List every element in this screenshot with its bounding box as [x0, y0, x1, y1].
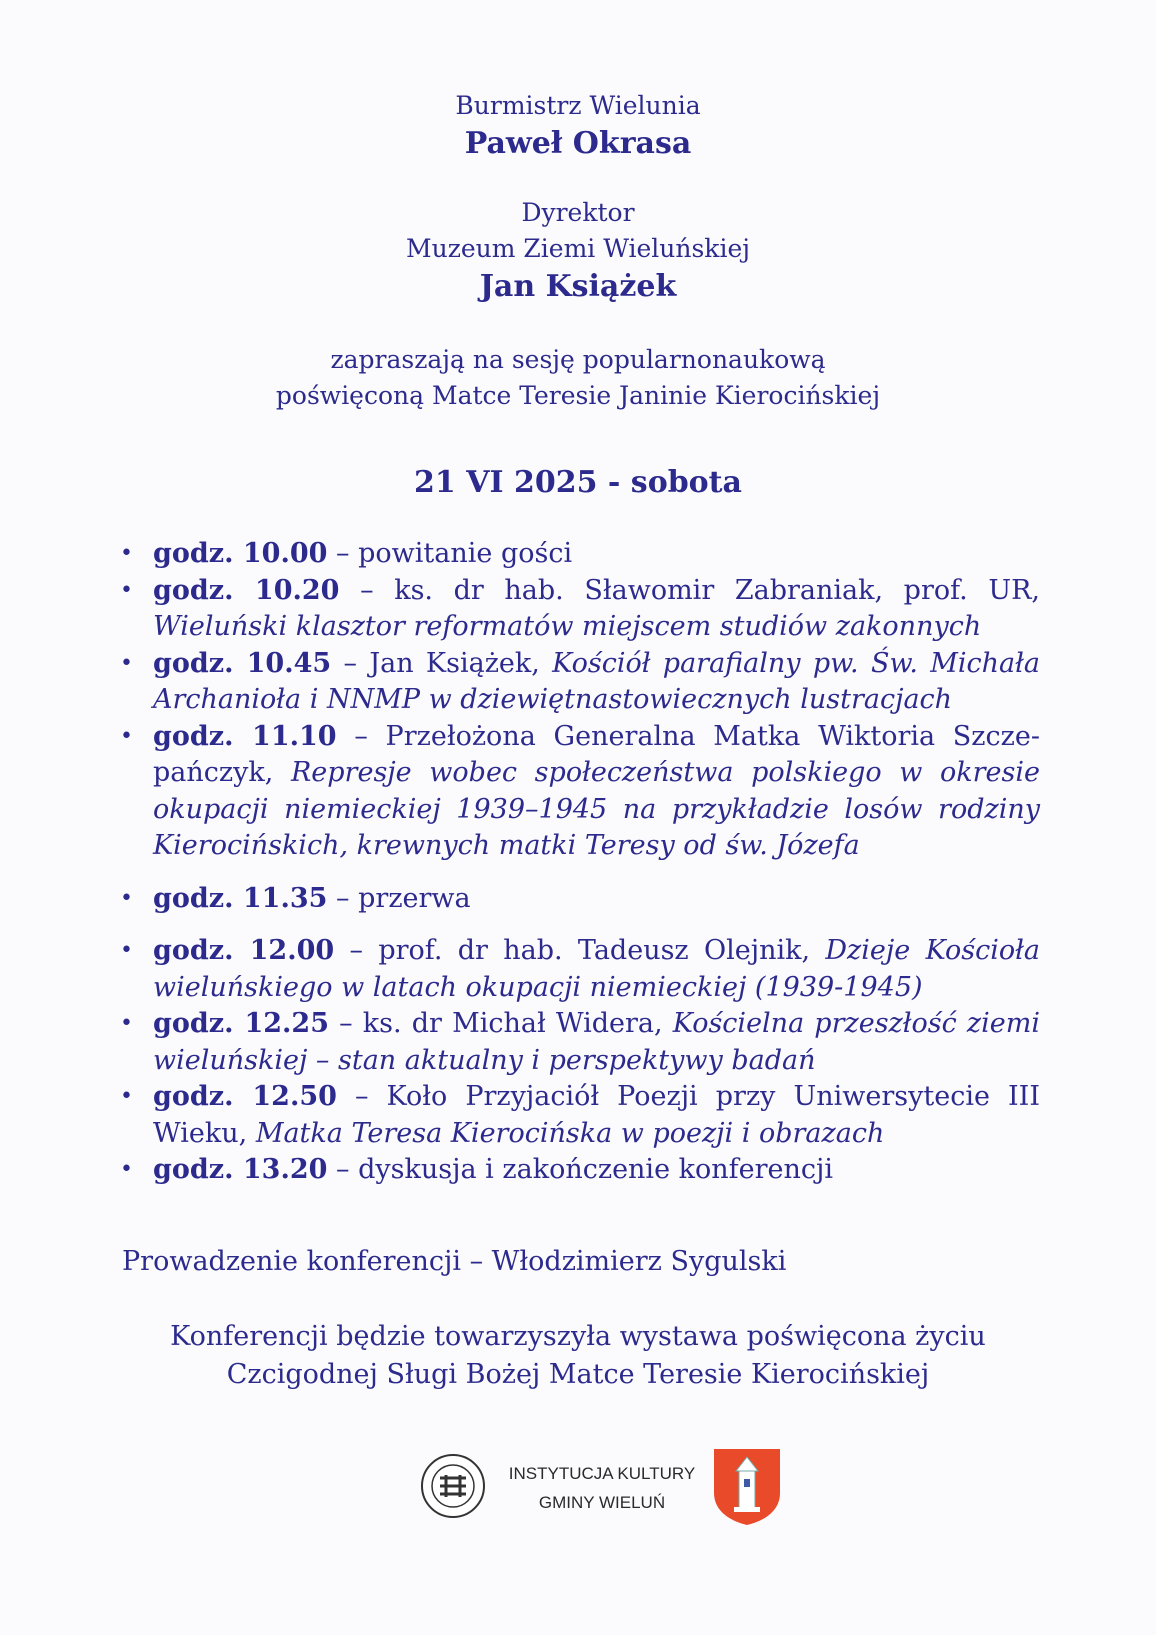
bullet-icon: •: [120, 1084, 133, 1109]
program-text: dyskusja i zakończenie konferencji: [358, 1154, 834, 1185]
closing-line-2: Czcigodnej Sługi Bożej Matce Teresie Kierocińskiej: [226, 1359, 930, 1390]
closing-line-1: Konferencji będzie towarzyszyła wystawa poświęcona życiu: [170, 1321, 986, 1352]
bullet-icon: •: [120, 577, 133, 603]
bullet-icon: •: [120, 650, 133, 676]
institution-line-1: INSTYTUCJA KULTURY: [508, 1464, 696, 1483]
program-item: • godz. 10.00 – powitanie gości: [120, 536, 1040, 573]
moderator-line: Prowadzenie konferencji – Włodzimierz Sygulski: [122, 1246, 787, 1277]
program-text: przerwa: [358, 882, 471, 914]
program-title: Kościelna przeszłość ziemi wieluńskiej – stan aktualny i perspektywy badań: [153, 1008, 1040, 1076]
date-block: [0, 463, 1156, 503]
program-time: godz. 11.35: [153, 882, 328, 914]
bullet-icon: •: [120, 1157, 133, 1182]
program-list: [120, 536, 1040, 1189]
program-text: powitanie gości: [358, 538, 573, 569]
program-title: Represje wobec społeczeństwa polskiego w okresie okupacji niemieckiej 1939–1945 na przykładzie losów rodziny Kierocińskich, krewnych matki Teresy od św. Józefa: [153, 757, 1040, 861]
director-block: [0, 195, 1156, 307]
program-text: ks. dr Michał Widera,: [362, 1008, 673, 1039]
museum-seal-icon: [420, 1453, 486, 1519]
bullet-icon: •: [120, 723, 133, 749]
program-time: godz. 12.50: [153, 1081, 337, 1112]
director-name: Jan Książek: [479, 269, 677, 304]
institution-line-2: GMINY WIELUŃ: [538, 1493, 666, 1512]
program-item: • godz. 12.00 – prof. dr hab. Tadeusz Olejnik, Dzieje Kościoła wieluńskiego w latach okupacji niemieckiej (1939-1945): [120, 935, 1040, 1003]
program-item: • godz. 12.50 – Koło Przyjaciół Poezji przy Uniwersytecie III Wieku, Matka Teresa Kierocińska w poezji i obrazach: [120, 1081, 1040, 1149]
event-date: 21 VI 2025 - sobota: [414, 465, 742, 500]
wielun-coat-of-arms-icon: [712, 1447, 782, 1527]
invitation-text: [0, 342, 1156, 414]
program-item: • godz. 11.35 – przerwa: [120, 881, 1040, 918]
program-text: Jan Książek,: [369, 647, 553, 679]
program-time: godz. 10.45: [153, 647, 332, 679]
footer-logos: [420, 1447, 800, 1537]
mayor-block: [0, 88, 1156, 164]
invite-line-1: zapraszają na sesję popularnonaukową: [330, 345, 826, 374]
program-text: ks. dr hab. Sławomir Zabraniak, prof. UR,: [394, 574, 1040, 606]
program-text: Koło Przyjaciół Poezji przy Uniwersytecie III Wieku,: [153, 1081, 1040, 1149]
museum-name: Muzeum Ziemi Wieluńskiej: [406, 234, 750, 263]
program-title: Wieluński klasztor reformatów miejscem studiów zakonnych: [153, 611, 982, 642]
program-title: Dzieje Kościoła wieluńskiego w latach okupacji niemieckiej (1939-1945): [153, 935, 1040, 1003]
program-time: godz. 10.00: [153, 538, 328, 569]
director-role: Dyrektor: [521, 198, 635, 227]
program-item: • godz. 10.45 – Jan Książek, Kościół parafialny pw. Św. Michała Archanioła i NNMP w dziewiętnastowiecznych lustracjach: [120, 647, 1040, 715]
bullet-icon: •: [120, 938, 133, 963]
invite-line-2: poświęconą Matce Teresie Janinie Kierocińskiej: [275, 381, 881, 410]
institution-label: [502, 1459, 702, 1517]
bullet-icon: •: [120, 885, 133, 911]
program-time: godz. 12.25: [153, 1008, 330, 1039]
program-text: prof. dr hab. Tadeusz Olejnik,: [378, 935, 826, 966]
program-title: Matka Teresa Kierocińska w poezji i obrazach: [255, 1117, 885, 1149]
program-time: godz. 11.10: [153, 720, 337, 752]
program-text: Przełożona Generalna Matka Wiktoria Szcze-pańczyk,: [153, 720, 1040, 788]
program-time: godz. 13.20: [153, 1154, 328, 1185]
program-item: • godz. 11.10 – Przełożona Generalna Matka Wiktoria Szcze-pańczyk, Represje wobec społeczeństwa polskiego w okresie okupacji niemieckiej 1939–1945 na przykładzie losów rodziny Kierocińskich, krewnych matki Teresy od św. Józefa: [120, 720, 1040, 861]
closing-note: [0, 1318, 1156, 1394]
program-item: • godz. 10.20 – ks. dr hab. Sławomir Zabraniak, prof. UR, Wieluński klasztor reformatów miejscem studiów zakonnych: [120, 574, 1040, 642]
program-item: • godz. 12.25 – ks. dr Michał Widera, Kościelna przeszłość ziemi wieluńskiej – stan aktualny i perspektywy badań: [120, 1008, 1040, 1076]
mayor-name: Paweł Okrasa: [464, 126, 692, 161]
mayor-role: Burmistrz Wielunia: [455, 91, 701, 120]
program-title: Kościół parafialny pw. Św. Michała Archanioła i NNMP w dziewiętnastowiecznych lustracjach: [153, 647, 1040, 715]
program-item: • godz. 13.20 – dyskusja i zakończenie konferencji: [120, 1152, 1040, 1189]
program-time: godz. 12.00: [153, 935, 335, 966]
bullet-icon: •: [120, 1011, 133, 1036]
program-time: godz. 10.20: [153, 574, 340, 606]
bullet-icon: •: [120, 541, 133, 566]
